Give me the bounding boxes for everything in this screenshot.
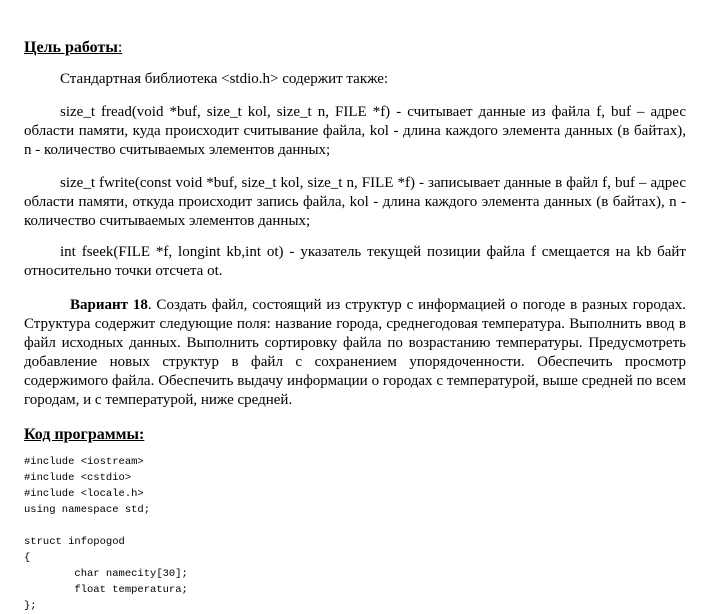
variant-text: . Создать файл, состоящий из структур с информацией о погоде в разных городах. Структура содержит следующие поля: название города, среднегодовая температура. Выполнить ввод в файл исходных данных. Выполнить сортировку файла по возрастанию температуры. Предусмотреть добавление новых структур в файл с сохранением упорядоченности. Обеспечить просмотр содержимого файла. Обеспечить выдачу информации о городах с температурой, выше средней по всем городам, и с температурой, ниже средней. <box>24 297 686 408</box>
code-line: using namespace std; <box>24 504 151 516</box>
variant-label: Вариант 18 <box>70 297 148 313</box>
code-line: { <box>24 552 31 564</box>
intro-paragraph: Стандартная библиотека <stdio.h> содержит также: <box>60 71 389 87</box>
code-line: #include <locale.h> <box>24 488 144 500</box>
fwrite-paragraph: size_t fwrite(const void *buf, size_t kol, size_t n, FILE *f) - записывает данные в файл f, buf – адрес области памяти, откуда происходит запись файла, kol - длина каждого элемента данных (в байтах), n - количество считываемых элементов данных; <box>24 175 686 229</box>
code-line: #include <cstdio> <box>24 472 132 484</box>
goal-heading-colon: : <box>117 39 123 56</box>
fread-paragraph: size_t fread(void *buf, size_t kol, size_t n, FILE *f) - считывает данные из файла f, buf – адрес области памяти, куда происходит считывание файла, kol - длина каждого элемента данных (в байтах), n - количество считываемых элементов данных; <box>24 104 686 158</box>
code-line: #include <iostream> <box>24 456 144 468</box>
fseek-paragraph: int fseek(FILE *f, longint kb,int ot) - указатель текущей позиции файла f смещается на kb байт относительно точки отсчета ot. <box>24 244 686 279</box>
variant-paragraph <box>24 296 686 410</box>
code-line <box>24 518 686 534</box>
code-line: char namecity[30]; <box>24 568 188 580</box>
code-line: struct infopogod <box>24 536 125 548</box>
goal-heading-line <box>24 38 122 57</box>
goal-heading: Цель работы <box>24 39 118 56</box>
code-line: float temperatura; <box>24 584 188 596</box>
code-heading: Код программы: <box>24 426 145 443</box>
code-block <box>24 454 686 614</box>
code-line: }; <box>24 600 37 612</box>
